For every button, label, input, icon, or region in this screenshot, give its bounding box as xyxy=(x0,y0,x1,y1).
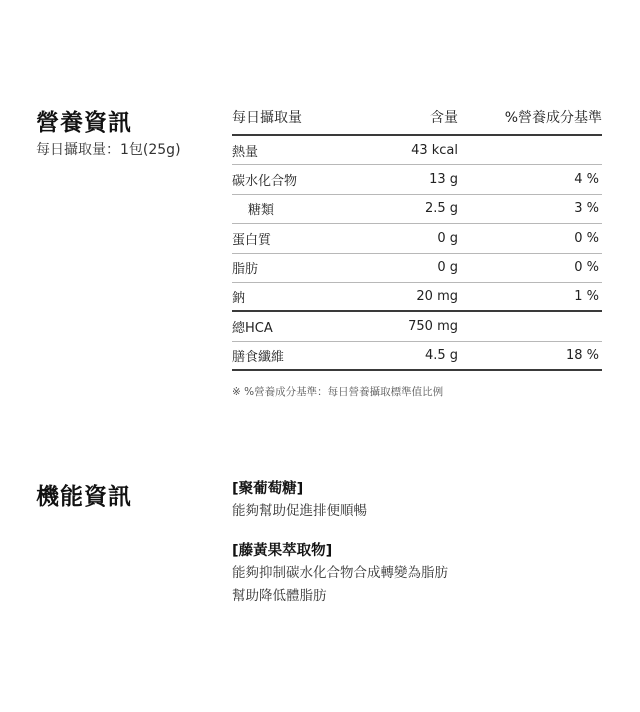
function-description: 能夠幫助促進排便順暢 xyxy=(232,503,367,519)
nutrient-name: 脂肪 xyxy=(232,262,259,278)
table-row xyxy=(232,136,602,165)
table-row xyxy=(232,342,602,371)
function-title: 機能資訊 xyxy=(36,484,132,510)
nutrient-amount: 20 mg xyxy=(416,289,458,305)
nutrient-amount: 2.5 g xyxy=(424,201,458,217)
nutrient-amount: 4.5 g xyxy=(424,347,458,363)
nutrition-title: 營養資訊 xyxy=(36,110,132,136)
table-header xyxy=(232,100,602,136)
table-row xyxy=(232,165,602,194)
header-amount: 含量 xyxy=(430,110,458,126)
nutrition-table xyxy=(232,100,602,371)
header-percent: %營養成分基準 xyxy=(504,110,602,126)
nutrient-amount: 0 g xyxy=(437,230,458,246)
nutrient-name: 碳水化合物 xyxy=(232,174,298,190)
nutrient-name: 糖類 xyxy=(248,203,275,219)
nutrient-amount: 43 kcal xyxy=(411,142,458,158)
function-item xyxy=(232,540,448,608)
table-footnote: ※ %營養成分基準：每日營養攝取標準值比例 xyxy=(232,386,444,398)
function-item xyxy=(232,478,448,523)
nutrient-percent: 0 % xyxy=(574,230,599,246)
nutrient-name: 膳食纖維 xyxy=(232,349,285,365)
table-row xyxy=(232,312,602,341)
ingredient-name: [藤黃果萃取物] xyxy=(232,543,333,559)
ingredient-name: [聚葡萄糖] xyxy=(232,481,304,497)
table-row xyxy=(232,283,602,312)
header-name: 每日攝取量 xyxy=(232,110,302,126)
table-row xyxy=(232,254,602,283)
nutrient-percent: 18 % xyxy=(565,347,599,363)
nutrient-name: 蛋白質 xyxy=(232,232,272,248)
function-list xyxy=(232,478,448,625)
function-description: 能夠抑制碳水化合物合成轉變為脂肪 xyxy=(232,565,448,581)
serving-size: 每日攝取量：1包(25g) xyxy=(36,142,181,158)
nutrient-amount: 13 g xyxy=(429,172,458,188)
nutrient-name: 熱量 xyxy=(232,144,259,160)
table-row xyxy=(232,195,602,224)
nutrient-percent: 3 % xyxy=(574,201,599,217)
nutrient-name: 鈉 xyxy=(232,291,246,307)
nutrient-name: 總HCA xyxy=(232,321,273,337)
function-description: 幫助降低體脂肪 xyxy=(232,588,327,604)
nutrient-percent: 0 % xyxy=(574,260,599,276)
nutrient-percent: 4 % xyxy=(574,172,599,188)
table-row xyxy=(232,224,602,253)
nutrient-percent: 1 % xyxy=(574,289,599,305)
nutrient-amount: 0 g xyxy=(437,260,458,276)
nutrient-amount: 750 mg xyxy=(408,319,458,335)
